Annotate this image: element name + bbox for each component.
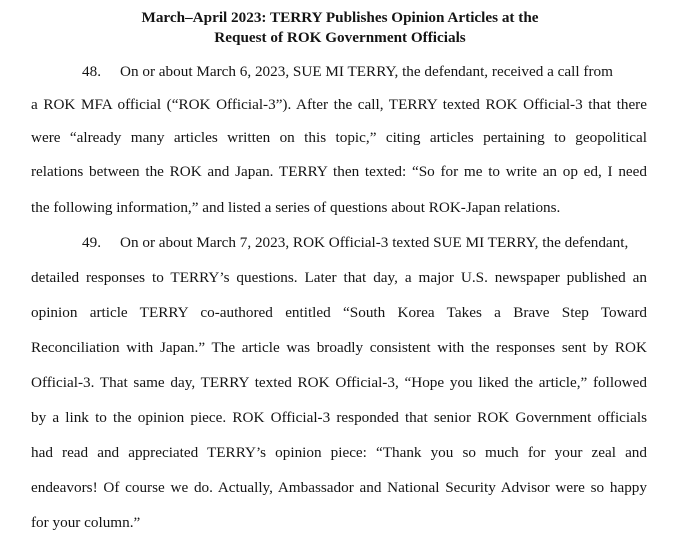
- paragraph-49-line-6: by a link to the opinion piece. ROK Official-3 responded that senior ROK Government officials: [31, 409, 647, 426]
- paragraph-48-line-5: the following information,” and listed a series of questions about ROK-Japan relations.: [31, 199, 561, 216]
- section-heading-line-2: Request of ROK Government Officials: [214, 29, 466, 46]
- paragraph-48-line-1: On or about March 6, 2023, SUE MI TERRY, the defendant, received a call from: [120, 63, 613, 80]
- section-heading-line-1: March–April 2023: TERRY Publishes Opinion Articles at the: [141, 9, 539, 26]
- paragraph-49-line-1: On or about March 7, 2023, ROK Official-3 texted SUE MI TERRY, the defendant,: [120, 234, 629, 251]
- paragraph-49-line-5: Official-3. That same day, TERRY texted ROK Official-3, “Hope you liked the article,” followed: [31, 374, 647, 391]
- paragraph-49-line-4: Reconciliation with Japan.” The article was broadly consistent with the responses sent by ROK: [31, 339, 647, 356]
- paragraph-49-line-8: endeavors! Of course we do. Actually, Ambassador and National Security Advisor were so happy: [31, 479, 647, 496]
- paragraph-49-line-9: for your column.”: [31, 514, 141, 531]
- paragraph-48-line-3: were “already many articles written on this topic,” citing articles pertaining to geopolitical: [31, 129, 647, 146]
- paragraph-number-49: 49.: [82, 234, 101, 251]
- paragraph-49-line-2: detailed responses to TERRY’s questions. Later that day, a major U.S. newspaper published an: [31, 269, 647, 286]
- paragraph-number-48: 48.: [82, 63, 101, 80]
- paragraph-48-line-2: a ROK MFA official (“ROK Official-3”). After the call, TERRY texted ROK Official-3 that there: [31, 96, 647, 113]
- paragraph-49-line-7: had read and appreciated TERRY’s opinion piece: “Thank you so much for your zeal and: [31, 444, 647, 461]
- paragraph-48-line-4: relations between the ROK and Japan. TERRY then texted: “So for me to write an op ed, I need: [31, 163, 647, 180]
- paragraph-49-line-3: opinion article TERRY co-authored entitled “South Korea Takes a Brave Step Toward: [31, 304, 647, 321]
